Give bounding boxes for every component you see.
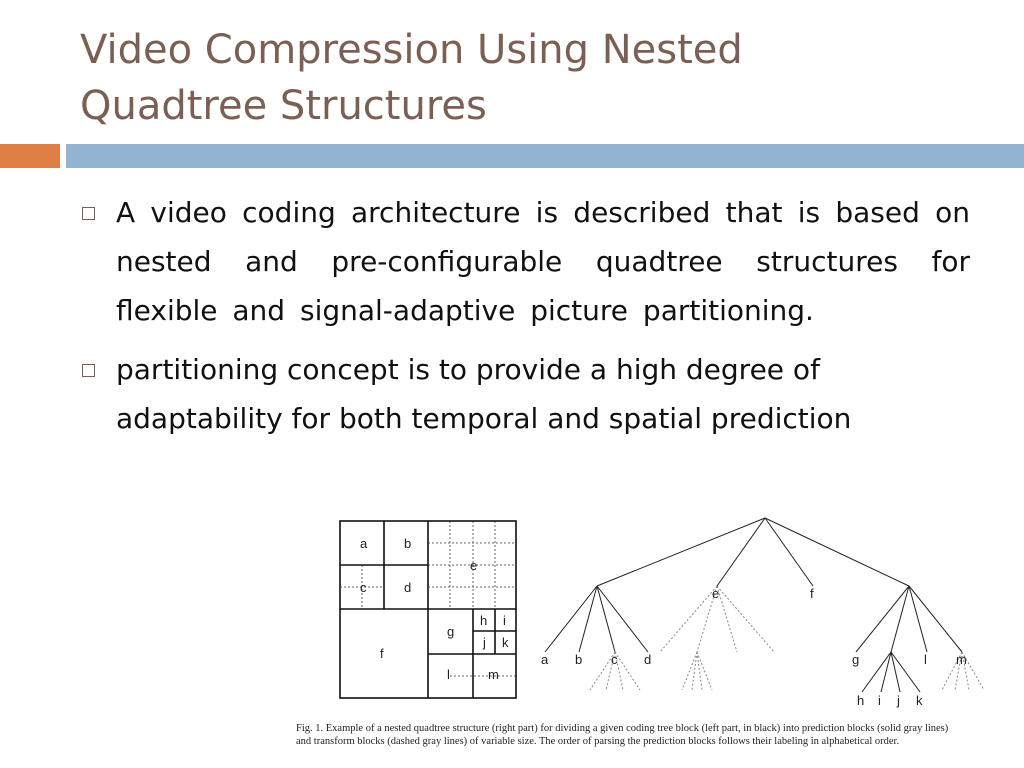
tree-label-e: e [712,586,720,601]
block-label-b: b [404,536,412,551]
slide-title [80,22,980,134]
tree-label-c: c [611,652,618,667]
block-label-e: e [470,558,478,573]
tree-label-g: g [852,652,860,667]
title-divider-bar [66,144,1024,168]
block-label-l: l [447,667,450,682]
title-line-1: Video Compression Using Nested [80,27,743,73]
block-label-g: g [447,624,455,639]
tree-label-m: m [956,652,967,667]
tree-label-h: h [857,693,865,708]
tree-label-l: l [924,652,927,667]
bullet-text: A video coding architecture is described that is based on nested and pre-configurable quadtree structures for flexible and signal-adaptive picture partitioning. [116,196,970,327]
title-line-2: Quadtree Structures [80,83,487,129]
tree-label-d: d [644,652,652,667]
block-label-j: j [483,635,486,650]
caption-line-1: Fig. 1. Example of a nested quadtree structure (right part) for dividing a given coding tree block (left part, in black) into prediction blocks (solid gray lines) [296,723,949,734]
bullet-text: partitioning concept is to provide a high degree of adaptability for both temporal and spatial prediction [116,353,852,435]
tree-label-f: f [810,586,814,601]
tree-label-b: b [575,652,583,667]
bullet-item [80,188,970,335]
quadtree-diagram [290,512,1024,717]
block-partition [340,521,516,698]
caption-line-2: and transform blocks (dashed gray lines) of variable size. The order of parsing the prediction blocks follows their labeling in alphabetical order. [296,736,900,747]
tree-label-j: j [897,693,900,708]
tree-label-a: a [541,652,549,667]
title-accent-bar [0,144,60,168]
block-label-k: k [502,635,509,650]
block-label-f: f [380,646,384,661]
bullet-list [80,188,970,453]
block-label-a: a [360,536,368,551]
tree-label-i: i [878,693,881,708]
block-label-i: i [503,613,506,628]
block-label-c: c [360,580,367,595]
bullet-item [80,345,970,443]
tree-label-k: k [916,693,923,708]
quadtree-tree [541,518,984,708]
quadtree-figure [290,512,1024,768]
square-bullet-icon [82,364,95,377]
block-label-h: h [480,613,488,628]
figure-caption [296,722,1024,748]
tree-label-group [541,586,967,708]
block-label-d: d [404,580,412,595]
square-bullet-icon [82,207,95,220]
block-label-m: m [488,667,499,682]
